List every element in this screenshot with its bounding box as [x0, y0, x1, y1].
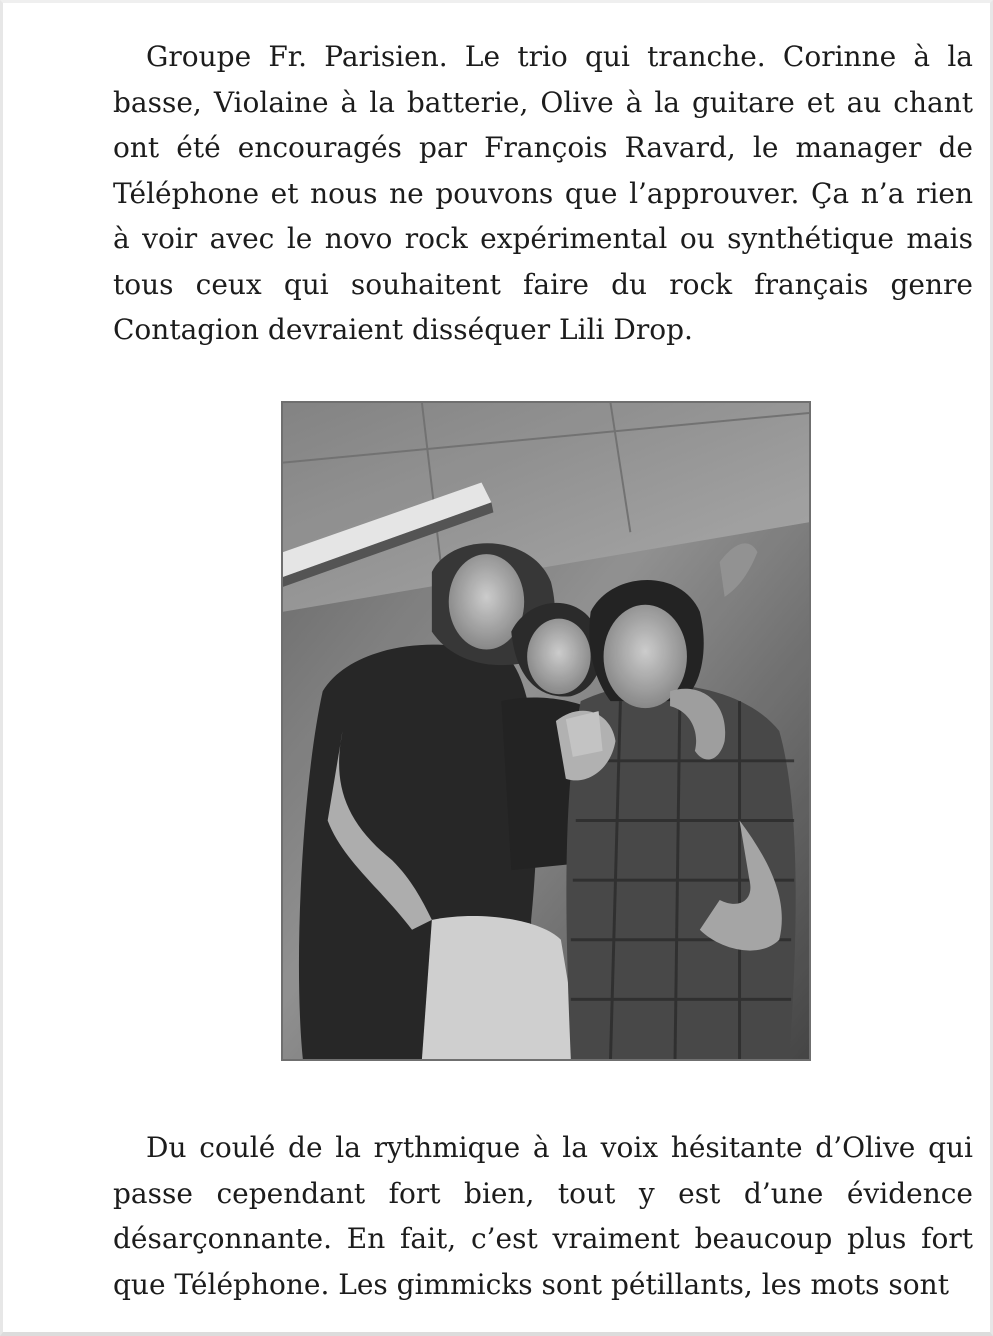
photo-icon: [283, 403, 809, 1059]
paragraph-text: Groupe Fr. Parisien. Le trio qui tranche. Corinne à la basse, Violaine à la batterie, Olive à la guitare et au chant ont été encouragés par François Ravard, le manager de Téléphone et nous ne pouvons que l’approuver. Ça n’a rien à voir avec le novo rock expérimental ou synthétique mais tous ceux qui souhaitent faire du rock français genre Contagion devraient disséquer Lili Drop.: [113, 40, 973, 346]
paragraph-intro: [113, 34, 973, 353]
paragraph-text: Du coulé de la rythmique à la voix hésitante d’Olive qui passe cependant fort bien, tout y est d’une évidence désarçonnante. En fait, c’est vraiment beaucoup plus fort que Téléphone. Les gimmicks sont pétillants, les mots sont: [113, 1131, 973, 1301]
band-photo: [281, 401, 811, 1061]
paragraph-review: [113, 1125, 973, 1307]
